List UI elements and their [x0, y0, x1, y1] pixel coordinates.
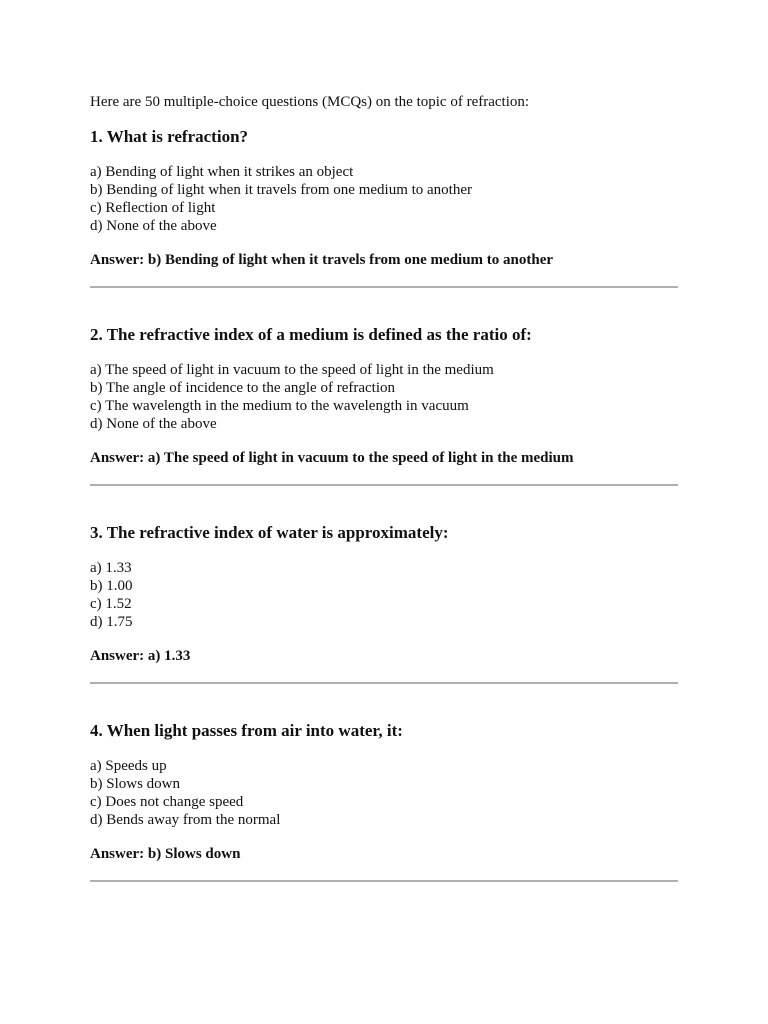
intro-text: Here are 50 multiple-choice questions (MCQs) on the topic of refraction: — [90, 94, 530, 110]
option-a: a) Speeds up — [90, 758, 167, 774]
option-c: c) 1.52 — [90, 596, 132, 612]
divider — [90, 286, 678, 288]
option-c: c) Reflection of light — [90, 200, 216, 216]
divider — [90, 484, 678, 486]
option-a: a) 1.33 — [90, 560, 132, 576]
option-b: b) The angle of incidence to the angle of refraction — [90, 380, 396, 396]
option-d: d) None of the above — [90, 416, 217, 432]
option-a: a) The speed of light in vacuum to the speed of light in the medium — [90, 362, 494, 378]
answer-text: Answer: b) Slows down — [90, 846, 241, 862]
answer-text: Answer: a) The speed of light in vacuum to the speed of light in the medium — [90, 450, 574, 466]
option-c: c) The wavelength in the medium to the wavelength in vacuum — [90, 398, 469, 414]
option-d: d) None of the above — [90, 218, 217, 234]
question-title: 2. The refractive index of a medium is defined as the ratio of: — [90, 325, 532, 344]
options-list — [90, 757, 678, 829]
question-2 — [90, 324, 678, 486]
question-1 — [90, 126, 678, 288]
option-b: b) 1.00 — [90, 578, 133, 594]
divider — [90, 880, 678, 882]
option-b: b) Bending of light when it travels from one medium to another — [90, 182, 473, 198]
options-list — [90, 361, 678, 433]
option-c: c) Does not change speed — [90, 794, 244, 810]
question-title: 3. The refractive index of water is approximately: — [90, 523, 449, 542]
options-list — [90, 163, 678, 235]
option-b: b) Slows down — [90, 776, 181, 792]
question-title: 4. When light passes from air into water, it: — [90, 721, 403, 740]
question-3 — [90, 522, 678, 684]
divider — [90, 682, 678, 684]
option-a: a) Bending of light when it strikes an object — [90, 164, 354, 180]
options-list — [90, 559, 678, 631]
question-4 — [90, 720, 678, 882]
option-d: d) 1.75 — [90, 614, 133, 630]
option-d: d) Bends away from the normal — [90, 812, 281, 828]
answer-text: Answer: b) Bending of light when it travels from one medium to another — [90, 252, 554, 268]
answer-text: Answer: a) 1.33 — [90, 648, 191, 664]
question-title: 1. What is refraction? — [90, 127, 249, 146]
